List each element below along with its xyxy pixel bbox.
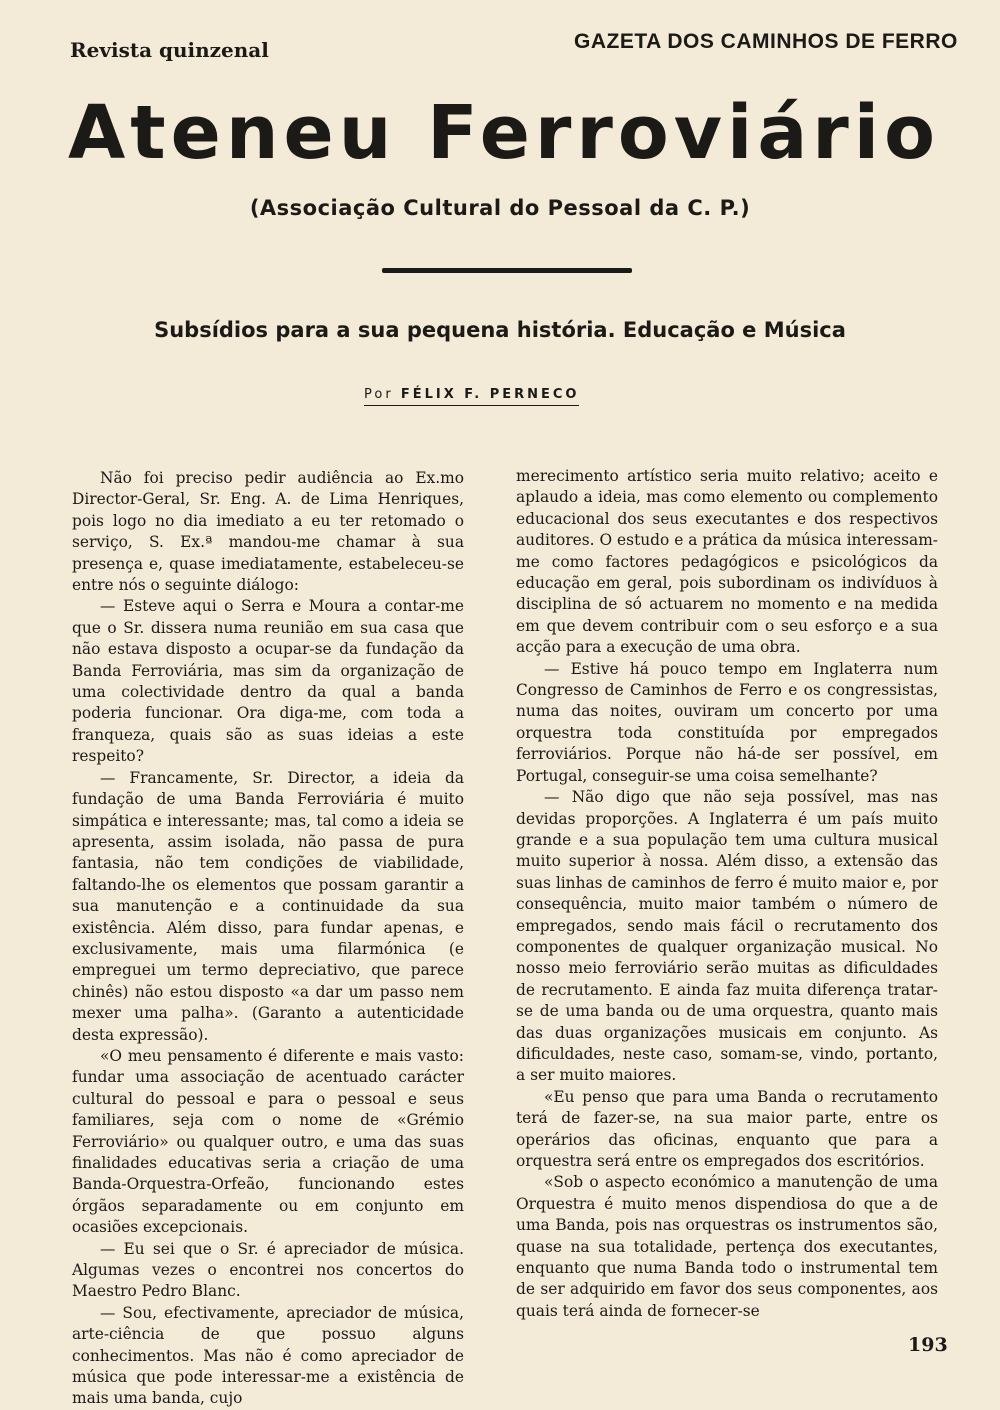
paragraph: — Estive há pouco tempo em Inglaterra num Congresso de Caminhos de Ferro e os congressistas, numa das noites, ouviram um concerto por uma orquestra toda constituída por empregados ferroviários. Porque não há-de ser possível, em Portugal, conseguir-se uma coisa semelhante? [516,659,938,785]
byline-prefix: Por [364,387,394,402]
paragraph: — Esteve aqui o Serra e Moura a contar-me que o Sr. dissera numa reunião em sua casa que não estava disposto a ocupar-se da fundação da Banda Ferroviária, mas sim da organização de uma colectividade dentro da qual a banda poderia funcionar. Ora diga-me, com toda a franqueza, quais são as suas ideias a este respeito? [72,597,464,766]
column-right [516,466,938,1322]
paragraph: — Eu sei que o Sr. é apreciador de música. Algumas vezes o encontrei nos concertos do Maestro Pedro Blanc. [72,1239,464,1301]
section-title: Subsídios para a sua pequena história. Educação e Música [154,318,846,342]
header-publication-name: GAZETA DOS CAMINHOS DE FERRO [574,30,958,53]
paragraph: «Sob o aspecto económico a manutenção de uma Orquestra é muito menos dispendiosa do que a de uma Banda, pois nas orquestras os instrumentos são, quase na sua totalidade, pertença dos executantes, enquanto que numa Banda todo o instrumental tem de ser adquirido em favor dos seus componentes, aos quais terá ainda de fornecer-se [516,1173,938,1320]
page-number: 193 [908,1334,948,1356]
paragraph: — Francamente, Sr. Director, a ideia da fundação de uma Banda Ferroviária é muito simpática e interessante; mas, tal como a ideia se apresenta, assim isolada, não passa de pura fantasia, não tem condições de viabilidade, faltando-lhe os elementos que possam garantir a sua manutenção e a continuidade da sua existência. Além disso, para fundar apenas, e exclusivamente, mais uma filarmónica (e empreguei um termo depreciativo, que parece chinês) não estou disposto «a dar um passo nem mexer uma palha». (Garanto a autenticidade desta expressão). [72,768,464,1044]
column-left [72,468,464,1410]
article-title: Ateneu Ferroviário [68,90,940,176]
paragraph: merecimento artístico seria muito relativo; aceito e aplaudo a ideia, mas como elemento ou complemento educacional dos seus executantes e dos respectivos auditores. O estudo e a prática da música interessam-me como factores pedagógicos e psicológicos da educação em geral, pois subordinam os indivíduos à disciplina de só actuarem no momento e na medida em que devem contribuir com o seu esforço e a sua acção para a execução de uma obra. [516,467,938,657]
header-periodicity: Revista quinzenal [70,38,269,62]
paragraph: «O meu pensamento é diferente e mais vasto: fundar uma associação de acentuado carácter cultural do pessoal e para o pessoal e seus familiares, seja com o nome de «Grémio Ferroviário» ou qualquer outro, e uma das suas finalidades educativas seria a criação de uma Banda-Orquestra-Orfeão, funcionando estes órgãos separadamente ou em conjunto em ocasiões excepcionais. [72,1046,464,1237]
paragraph: — Sou, efectivamente, apreciador de música, arte-ciência de que possuo alguns conhecimentos. Mas não é como apreciador de música que pode interessar-me a existência de mais uma banda, cujo [72,1303,464,1408]
title-divider [382,268,632,273]
paragraph: «Eu penso que para uma Banda o recrutamento terá de fazer-se, na sua maior parte, entre os operários das oficinas, enquanto que para a orquestra será entre os empregados dos escritórios. [516,1087,938,1170]
paragraph: — Não digo que não seja possível, mas nas devidas proporções. A Inglaterra é um país muito grande e a sua população tem uma cultura musical muito superior à nossa. Além disso, a extensão das suas linhas de caminhos de ferro é muito maior e, por consequência, muito maior também o número de empregados, sendo mais fácil o recrutamento dos componentes de qualquer organização musical. No nosso meio ferroviário serão muitas as dificuldades de recrutamento. E ainda faz muita diferença tratar-se de uma banda ou de uma orquestra, quanto mais das duas organizações musicais em conjunto. As dificuldades, neste caso, somam-se, vindo, portanto, a ser muito maiores. [516,788,938,1085]
byline [364,387,579,406]
article-subtitle: (Associação Cultural do Pessoal da C. P.) [249,196,751,220]
paragraph: Não foi preciso pedir audiência ao Ex.mo Director-Geral, Sr. Eng. A. de Lima Henriques, pois logo no dia imediato a eu ter retomado o serviço, S. Ex.ª mandou-me chamar à sua presença e, quase imediatamente, estabeleceu-se entre nós o seguinte diálogo: [72,469,464,595]
byline-author: FÉLIX F. PERNECO [400,387,580,402]
